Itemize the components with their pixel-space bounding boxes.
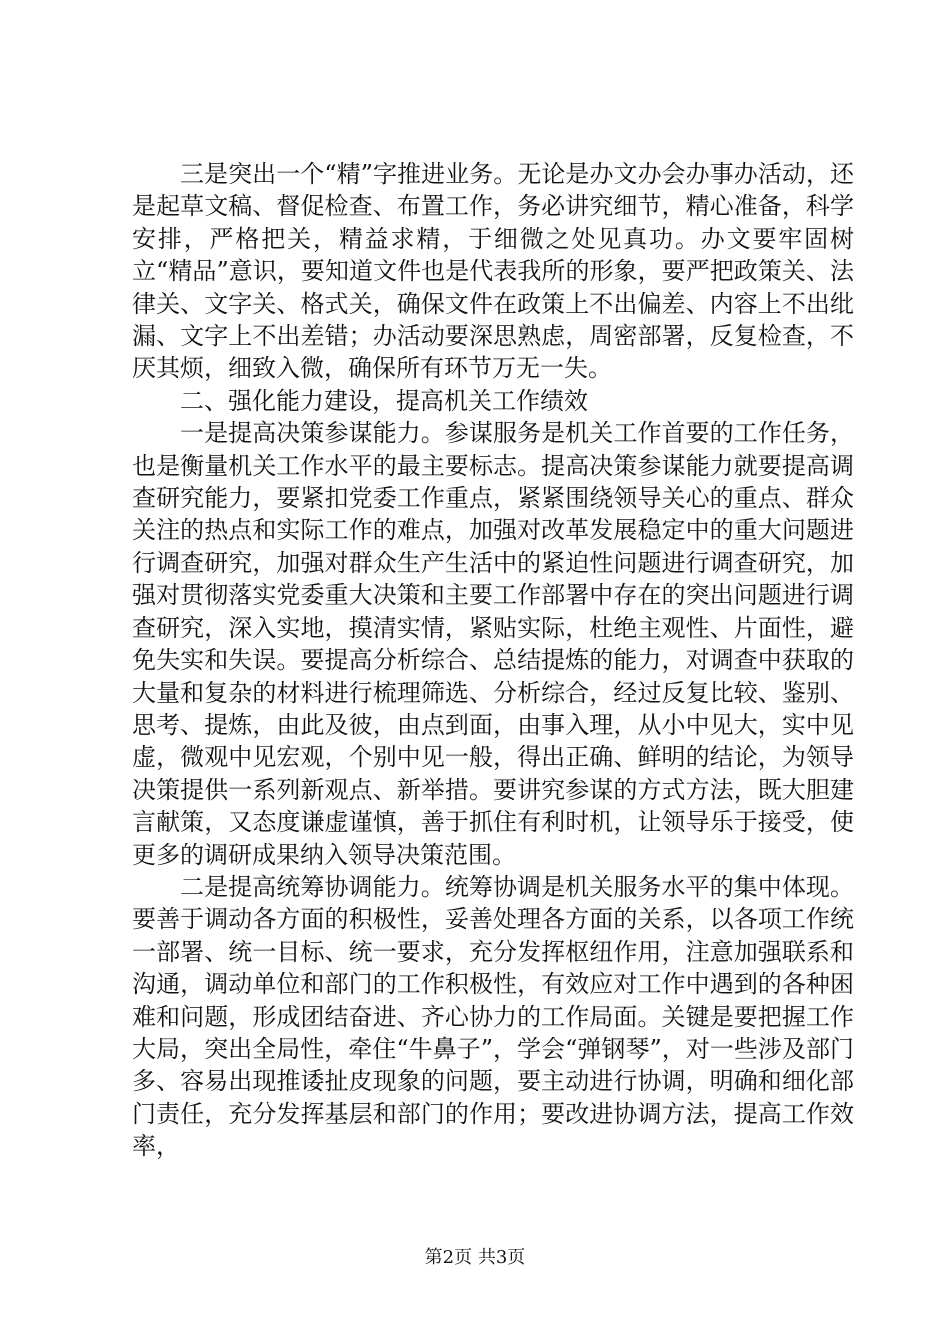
document-body [132, 158, 854, 1163]
paragraph-coordination: 二是提高统筹协调能力。统筹协调是机关服务水平的集中体现。要善于调动各方面的积极性，妥善处理各方面的关系，以各项工作统一部署、统一目标、统一要求，充分发挥枢纽作用，注意加强联系和沟通，调动单位和部门的工作积极性，有效应对工作中遇到的各种困难和问题，形成团结奋进、齐心协力的工作局面。关键是要把握工作大局，突出全局性，牵住“牛鼻子”，学会“弹钢琴”，对一些涉及部门多、容易出现推诿扯皮现象的问题，要主动进行协调，明确和细化部门责任，充分发挥基层和部门的作用；要改进协调方法，提高工作效率， [132, 872, 854, 1161]
paragraph-decision-advisory: 一是提高决策参谋能力。参谋服务是机关工作首要的工作任务，也是衡量机关工作水平的最主要标志。提高决策参谋能力就要提高调查研究能力，要紧扣党委工作重点，紧紧围绕领导关心的重点、群众关注的热点和实际工作的难点，加强对改革发展稳定中的重大问题进行调查研究，加强对群众生产生活中的紧迫性问题进行调查研究，加强对贯彻落实党委重大决策和主要工作部署中存在的突出问题进行调查研究，深入实地，摸清实情，紧贴实际，杜绝主观性、片面性，避免失实和失误。要提高分析综合、总结提炼的能力，对调查中获取的大量和复杂的材料进行梳理筛选、分析综合，经过反复比较、鉴别、思考、提炼，由此及彼，由点到面，由事入理，从小中见大，实中见虚，微观中见宏观，个别中见一般，得出正确、鲜明的结论，为领导决策提供一系列新观点、新举措。要讲究参谋的方式方法，既大胆建言献策，又态度谦虚谨慎，善于抓住有利时机，让领导乐于接受，使更多的调研成果纳入领导决策范围。 [132, 419, 854, 869]
page-number-footer: 第2页 共3页 [424, 1247, 526, 1268]
paragraph-jing: 三是突出一个“精”字推进业务。无论是办文办会办事办活动，还是起草文稿、督促检查、布置工作，务必讲究细节，精心准备，科学安排，严格把关，精益求精，于细微之处见真功。办文要牢固树立“精品”意识，要知道文件也是代表我所的形象，要严把政策关、法律关、文字关、格式关，确保文件在政策上不出偏差、内容上不出纰漏、文字上不出差错；办活动要深思熟虑，周密部署，反复检查，不厌其烦，细致入微，确保所有环节万无一失。 [132, 160, 854, 383]
section-heading: 二、强化能力建设，提高机关工作绩效 [180, 386, 588, 415]
